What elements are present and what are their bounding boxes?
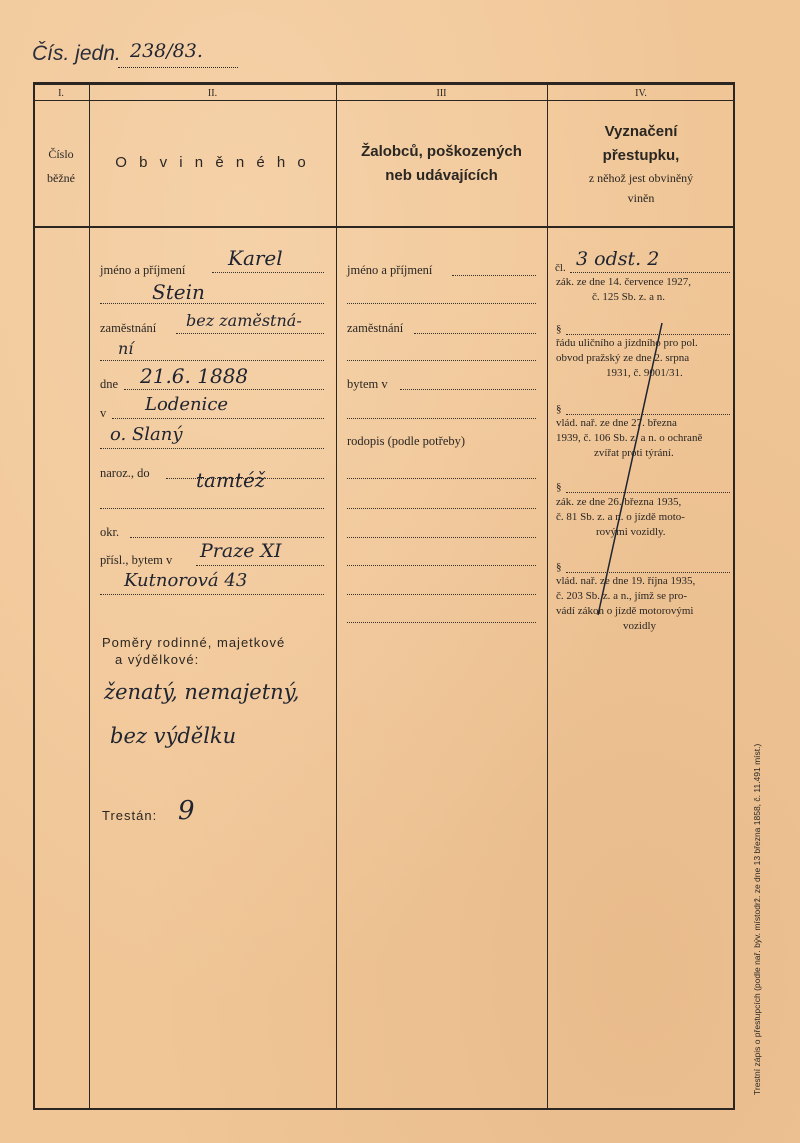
accused-place-dotline-2 — [100, 448, 324, 449]
reference-label: Čís. jedn. — [32, 42, 121, 65]
column-header-3-line2: neb udávajících — [385, 167, 498, 184]
accused-place-value: Lodenice — [145, 394, 229, 415]
accused-residence-dotline — [196, 565, 324, 566]
column-number-3: III — [436, 88, 447, 99]
accused-occupation-dotline-2 — [100, 360, 324, 361]
offence-law5-line4: vozidly — [623, 620, 656, 632]
accused-family-label-1: Poměry rodinné, majetkové — [102, 635, 286, 650]
accused-place-dotline — [112, 418, 324, 419]
offence-law5-line3: vádí zákon o jízdě motorovými — [556, 605, 694, 617]
column-header-3 — [336, 140, 547, 188]
complainant-dotline-6 — [347, 508, 536, 509]
accused-name-label: jméno a příjmení — [100, 263, 186, 277]
side-note: Trestní zápis o přestupcích (podle nař. býv. místodrž. ze dne 13 března 1858, č. 11.491 míst.) — [752, 743, 762, 1095]
accused-residence-label: přísl., bytem v — [100, 553, 173, 567]
complainant-dotline-5 — [347, 478, 536, 479]
complainant-dotline-8 — [347, 565, 536, 566]
offence-law5-line1: vlád. nař. ze dne 19. října 1935, — [556, 575, 696, 587]
accused-family-value-1: ženatý, nemajetný, — [104, 680, 300, 704]
column-header-4 — [547, 120, 735, 208]
frame-double-line — [33, 84, 735, 85]
accused-occupation-value: bez zaměstná- — [186, 311, 302, 330]
complainant-dotline-9 — [347, 594, 536, 595]
column-number-2: II. — [207, 88, 218, 99]
column-header-4-sub1: z něhož jest obviněný — [588, 171, 694, 185]
accused-place-label: v — [100, 406, 107, 420]
column-header-1-line1: Číslo — [48, 147, 74, 161]
accused-district-label: okr. — [100, 525, 120, 539]
offence-sec-3: § — [556, 403, 562, 415]
accused-family-value-2: bez výdělku — [110, 724, 237, 748]
reference-number: 238/83. — [130, 40, 203, 62]
accused-birth-value: tamtéž — [196, 468, 266, 492]
offence-law1-line1: zák. ze dne 14. července 1927, — [556, 276, 691, 288]
offence-sec-4: § — [556, 481, 562, 493]
accused-record-value: 9 — [178, 796, 195, 826]
column-header-4-line1: Vyznačení — [604, 123, 678, 140]
offence-law2-line3: 1931, č. 9001/31. — [606, 367, 683, 379]
offence-law2-line2: obvod pražský ze dne 2. srpna — [556, 352, 690, 364]
offence-cl-value: 3 odst. 2 — [576, 248, 660, 270]
offence-sec-2: § — [556, 323, 562, 335]
accused-date-label: dne — [100, 377, 119, 391]
accused-place-value-2: o. Slaný — [110, 424, 183, 445]
accused-surname-value: Stein — [152, 280, 205, 304]
accused-date-dotline — [124, 389, 324, 390]
offence-law4-line3: rovými vozidly. — [596, 526, 666, 538]
header-bottom-line — [33, 226, 735, 228]
complainant-dotline-7 — [347, 537, 536, 538]
column-header-3-line1: Žalobců, poškozených — [361, 143, 522, 160]
reference-underline — [118, 67, 238, 68]
accused-occupation-label: zaměstnání — [100, 321, 157, 335]
column-number-1: I. — [58, 88, 64, 99]
complainant-dotline-2 — [347, 303, 536, 304]
complainant-dotline-4 — [347, 418, 536, 419]
column-divider-2 — [336, 82, 337, 1110]
accused-date-value: 21.6. 1888 — [140, 364, 249, 388]
accused-record-label: Trestán: — [102, 808, 158, 823]
offence-sec-5: § — [556, 561, 562, 573]
accused-name-value: Karel — [228, 246, 283, 270]
column-number-4: IV. — [635, 88, 647, 99]
complainant-occupation-dotline — [414, 333, 536, 334]
complainant-name-dotline — [452, 275, 536, 276]
column-header-1 — [33, 142, 89, 190]
strike-line-mark — [540, 315, 680, 625]
offence-law3-line1: vlád. nař. ze dne 27. března — [556, 417, 677, 429]
accused-name-dotline — [212, 272, 324, 273]
complainant-dotline-3 — [347, 360, 536, 361]
offence-law3-line2: 1939, č. 106 Sb. z. a n. o ochraně — [556, 432, 703, 444]
offence-law4-line1: zák. ze dne 26. března 1935, — [556, 496, 682, 508]
accused-district-dotline — [130, 537, 324, 538]
column-divider-1 — [89, 82, 90, 1110]
complainant-occupation-label: zaměstnání — [347, 321, 404, 335]
complainant-residence-dotline — [400, 389, 536, 390]
offence-law2-line1: řádu uličního a jízdního pro pol. — [556, 337, 698, 349]
column-header-1-line2: běžné — [47, 171, 75, 185]
column-header-4-sub2: viněn — [627, 191, 655, 205]
accused-birth-label: naroz., do — [100, 466, 150, 480]
offence-law3-line3: zvířat proti týrání. — [594, 447, 674, 459]
complainant-dotline-10 — [347, 622, 536, 623]
column-header-4-line2: přestupku, — [602, 147, 680, 164]
accused-occupation-value-2: ní — [118, 339, 134, 358]
accused-birth-dotline-2 — [100, 508, 324, 509]
column-header-2: O b v i n ě n é h o — [115, 154, 310, 171]
offence-law1-line2: č. 125 Sb. z. a n. — [592, 291, 666, 303]
offence-cl-dotline — [570, 272, 730, 273]
header-number-row-line — [33, 100, 735, 101]
complainant-name-label: jméno a příjmení — [347, 263, 433, 277]
accused-residence-dotline-2 — [100, 594, 324, 595]
accused-occupation-dotline — [176, 333, 324, 334]
offence-law5-line2: č. 203 Sb. z. a n., jímž se pro- — [556, 590, 688, 602]
accused-family-label-2: a výdělkové: — [115, 652, 200, 667]
accused-residence-value-2: Kutnorová 43 — [124, 570, 248, 591]
offence-cl-label: čl. — [555, 262, 566, 274]
offence-law4-line2: č. 81 Sb. z. a n. o jízdě moto- — [556, 511, 685, 523]
complainant-bio-label: rodopis (podle potřeby) — [347, 434, 466, 448]
complainant-residence-label: bytem v — [347, 377, 388, 391]
accused-residence-value: Praze XI — [200, 540, 282, 562]
accused-surname-dotline — [100, 303, 324, 304]
